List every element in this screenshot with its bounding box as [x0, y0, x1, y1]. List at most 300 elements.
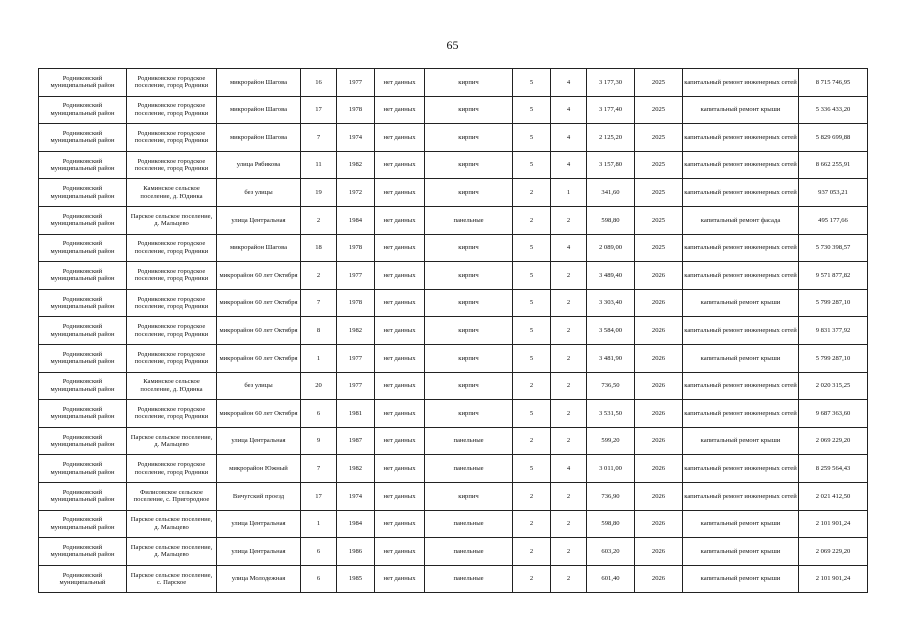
settlement-cell-text: Родниковское городское поселение, город Родники [134, 240, 209, 255]
settlement-cell [127, 455, 217, 483]
wall-material-cell-text: кирпич [458, 409, 479, 417]
house-number-cell-text: 7 [316, 299, 321, 307]
floors-cell [513, 538, 551, 566]
settlement-cell-text: Родниковское городское поселение, город Родники [134, 350, 209, 366]
year-cell [635, 538, 683, 566]
year-cell-text: 2026 [651, 520, 666, 528]
district-cell-text: Родниковский муниципальный район [50, 102, 115, 117]
work-type-cell [683, 69, 799, 97]
work-type-cell [683, 234, 799, 262]
settlement-cell [127, 262, 217, 290]
cost-cell [799, 206, 868, 234]
house-number-cell-text: 2 [316, 216, 321, 224]
street-cell [217, 455, 301, 483]
street-cell-text: микрорайон Шагова [229, 106, 288, 114]
build-year-cell-text: 1982 [348, 161, 363, 169]
street-cell-text: улица Центральная [231, 216, 286, 224]
commissioning-cell-text: нет данных [383, 409, 416, 417]
build-year-cell-text: 1981 [348, 409, 363, 417]
wall-material-cell [425, 124, 513, 152]
street-cell-text: микрорайон Южный [229, 464, 288, 472]
street-cell-text: без улицы [244, 382, 273, 390]
wall-material-cell [425, 206, 513, 234]
house-number-cell-text: 18 [315, 244, 322, 252]
wall-material-cell-text: панельные [453, 464, 484, 472]
commissioning-cell-text: нет данных [383, 216, 416, 224]
build-year-cell [337, 400, 375, 428]
district-cell [39, 289, 127, 317]
commissioning-cell-text: нет данных [383, 464, 416, 472]
cost-cell [799, 538, 868, 566]
cost-cell-text: 9 831 377,92 [815, 326, 851, 334]
year-cell-text: 2025 [651, 161, 666, 169]
area-cell-text: 3 584,00 [598, 326, 623, 334]
work-type-cell [683, 124, 799, 152]
year-cell [635, 482, 683, 510]
floors-cell-text: 5 [529, 106, 534, 114]
entrances-cell-text: 4 [566, 133, 571, 141]
table-row [39, 565, 868, 593]
work-type-cell-text: капитальный ремонт инженерных сетей [684, 409, 797, 417]
year-cell [635, 317, 683, 345]
street-cell-text: микрорайон 60 лет Октября [219, 409, 298, 417]
district-cell [39, 234, 127, 262]
year-cell [635, 179, 683, 207]
floors-cell-text: 5 [529, 409, 534, 417]
area-cell-text: 736,50 [601, 382, 620, 390]
table-body [39, 69, 868, 593]
area-cell-text: 2 089,00 [598, 244, 623, 252]
entrances-cell [551, 124, 587, 152]
district-cell [39, 538, 127, 566]
settlement-cell [127, 234, 217, 262]
year-cell [635, 372, 683, 400]
district-cell [39, 400, 127, 428]
cost-cell [799, 69, 868, 97]
floors-cell [513, 151, 551, 179]
work-type-cell-text: капитальный ремонт инженерных сетей [684, 188, 797, 196]
wall-material-cell-text: кирпич [458, 492, 479, 500]
house-number-cell-text: 7 [316, 133, 321, 141]
commissioning-cell [375, 455, 425, 483]
cost-cell-text: 2 021 412,50 [815, 492, 851, 500]
street-cell [217, 206, 301, 234]
settlement-cell-text: Каминское сельское поселение, д. Юдинка [140, 378, 203, 393]
commissioning-cell [375, 234, 425, 262]
street-cell-text: улица Центральная [231, 437, 286, 445]
cost-cell-text: 2 101 901,24 [815, 575, 851, 583]
settlement-cell-text: Родниковское городское поселение, город Родники [134, 102, 209, 117]
house-number-cell [301, 455, 337, 483]
wall-material-cell [425, 69, 513, 97]
settlement-cell [127, 96, 217, 124]
area-cell-text: 3 177,40 [598, 106, 623, 114]
build-year-cell-text: 1987 [348, 437, 363, 445]
cost-cell [799, 289, 868, 317]
commissioning-cell [375, 124, 425, 152]
district-cell-text: Родниковский муниципальный [59, 571, 106, 586]
house-number-cell [301, 565, 337, 593]
house-number-cell [301, 124, 337, 152]
commissioning-cell [375, 179, 425, 207]
house-number-cell [301, 510, 337, 538]
house-number-cell [301, 317, 337, 345]
commissioning-cell-text: нет данных [383, 575, 416, 583]
year-cell [635, 124, 683, 152]
commissioning-cell-text: нет данных [383, 133, 416, 141]
cost-cell [799, 179, 868, 207]
area-cell [587, 151, 635, 179]
area-cell-text: 736,90 [601, 492, 620, 500]
house-number-cell [301, 234, 337, 262]
house-number-cell-text: 1 [316, 520, 321, 528]
build-year-cell [337, 565, 375, 593]
cost-cell [799, 455, 868, 483]
district-cell [39, 124, 127, 152]
entrances-cell [551, 179, 587, 207]
work-type-cell [683, 206, 799, 234]
build-year-cell-text: 1982 [348, 464, 363, 472]
settlement-cell [127, 372, 217, 400]
area-cell-text: 3 531,50 [598, 409, 623, 417]
entrances-cell-text: 4 [566, 78, 571, 86]
district-cell-text: Родниковский муниципальный район [50, 74, 115, 90]
district-cell-text: Родниковский муниципальный район [50, 406, 115, 421]
cost-cell-text: 8 715 746,95 [815, 78, 851, 86]
page-number: 65 [446, 38, 459, 52]
year-cell [635, 289, 683, 317]
floors-cell-text: 2 [529, 437, 534, 445]
house-number-cell-text: 11 [315, 161, 322, 169]
cost-cell [799, 482, 868, 510]
cost-cell [799, 510, 868, 538]
district-cell [39, 427, 127, 455]
area-cell [587, 69, 635, 97]
wall-material-cell [425, 372, 513, 400]
wall-material-cell-text: панельные [453, 216, 484, 224]
street-cell-text: микрорайон Шагова [229, 78, 288, 86]
cost-cell-text: 937 053,21 [818, 188, 848, 196]
street-cell [217, 317, 301, 345]
year-cell-text: 2026 [651, 464, 666, 472]
street-cell-text: улица Центральная [231, 547, 286, 555]
district-cell [39, 206, 127, 234]
build-year-cell [337, 151, 375, 179]
work-type-cell [683, 482, 799, 510]
wall-material-cell-text: кирпич [458, 326, 479, 334]
settlement-cell-text: Парское сельское поселение, с. Парское [130, 571, 213, 586]
street-cell-text: микрорайон Шагова [229, 133, 288, 141]
build-year-cell-text: 1984 [348, 216, 363, 224]
floors-cell [513, 234, 551, 262]
wall-material-cell [425, 289, 513, 317]
settlement-cell [127, 289, 217, 317]
year-cell-text: 2025 [651, 188, 666, 196]
district-cell [39, 317, 127, 345]
build-year-cell [337, 427, 375, 455]
settlement-cell [127, 427, 217, 455]
cost-cell [799, 344, 868, 372]
work-type-cell [683, 179, 799, 207]
wall-material-cell-text: панельные [453, 437, 484, 445]
district-cell-text: Родниковский муниципальный район [50, 378, 115, 393]
work-type-cell [683, 372, 799, 400]
entrances-cell-text: 1 [566, 188, 571, 196]
district-cell [39, 372, 127, 400]
build-year-cell [337, 96, 375, 124]
floors-cell [513, 427, 551, 455]
area-cell [587, 427, 635, 455]
cost-cell-text: 2 020 315,25 [815, 382, 851, 390]
house-number-cell [301, 482, 337, 510]
settlement-cell-text: Парское сельское поселение, д. Мальцево [130, 433, 213, 449]
area-cell-text: 341,60 [601, 188, 620, 196]
house-number-cell [301, 344, 337, 372]
work-type-cell-text: капитальный ремонт инженерных сетей [684, 271, 797, 279]
district-cell-text: Родниковский муниципальный район [50, 350, 115, 366]
area-cell [587, 124, 635, 152]
settlement-cell-text: Родниковское городское поселение, город Родники [134, 268, 209, 283]
district-cell-text: Родниковский муниципальный район [50, 157, 115, 173]
house-number-cell-text: 20 [315, 382, 322, 390]
entrances-cell-text: 2 [566, 520, 571, 528]
district-cell-text: Родниковский муниципальный район [50, 130, 115, 145]
entrances-cell [551, 427, 587, 455]
build-year-cell [337, 206, 375, 234]
floors-cell-text: 5 [529, 326, 534, 334]
area-cell-text: 3 489,40 [598, 271, 623, 279]
work-type-cell [683, 427, 799, 455]
area-cell-text: 3 481,90 [598, 354, 623, 362]
cost-cell [799, 565, 868, 593]
house-number-cell-text: 6 [316, 575, 321, 583]
table-row [39, 206, 868, 234]
floors-cell-text: 2 [529, 216, 534, 224]
settlement-cell [127, 510, 217, 538]
entrances-cell [551, 510, 587, 538]
street-cell [217, 96, 301, 124]
area-cell-text: 2 125,20 [598, 133, 623, 141]
build-year-cell-text: 1977 [348, 271, 363, 279]
commissioning-cell-text: нет данных [383, 161, 416, 169]
year-cell-text: 2025 [651, 133, 666, 141]
wall-material-cell-text: панельные [453, 520, 484, 528]
area-cell [587, 262, 635, 290]
entrances-cell-text: 2 [566, 382, 571, 390]
district-cell [39, 179, 127, 207]
floors-cell [513, 179, 551, 207]
work-type-cell [683, 344, 799, 372]
house-number-cell-text: 16 [315, 78, 322, 86]
table-row [39, 317, 868, 345]
commissioning-cell [375, 427, 425, 455]
work-type-cell-text: капитальный ремонт инженерных сетей [684, 492, 797, 500]
street-cell [217, 289, 301, 317]
work-type-cell-text: капитальный ремонт инженерных сетей [684, 326, 797, 334]
entrances-cell-text: 2 [566, 437, 571, 445]
cost-cell-text: 9 687 363,60 [815, 409, 851, 417]
wall-material-cell-text: кирпич [458, 106, 479, 114]
build-year-cell-text: 1977 [348, 354, 363, 362]
district-cell-text: Родниковский муниципальный район [50, 185, 115, 200]
build-year-cell [337, 344, 375, 372]
build-year-cell-text: 1977 [348, 382, 363, 390]
area-cell [587, 206, 635, 234]
build-year-cell [337, 482, 375, 510]
entrances-cell [551, 344, 587, 372]
cost-cell [799, 427, 868, 455]
district-cell-text: Родниковский муниципальный район [50, 212, 115, 228]
house-number-cell-text: 8 [316, 326, 321, 334]
floors-cell [513, 96, 551, 124]
street-cell [217, 179, 301, 207]
commissioning-cell-text: нет данных [383, 244, 416, 252]
entrances-cell-text: 4 [566, 244, 571, 252]
commissioning-cell [375, 372, 425, 400]
wall-material-cell [425, 510, 513, 538]
area-cell [587, 400, 635, 428]
house-number-cell-text: 9 [316, 437, 321, 445]
entrances-cell [551, 455, 587, 483]
area-cell-text: 599,20 [601, 437, 620, 445]
wall-material-cell-text: кирпич [458, 382, 479, 390]
entrances-cell [551, 96, 587, 124]
floors-cell [513, 289, 551, 317]
cost-cell [799, 400, 868, 428]
commissioning-cell [375, 289, 425, 317]
settlement-cell-text: Родниковское городское поселение, город Родники [134, 406, 209, 421]
cost-cell [799, 234, 868, 262]
table-row [39, 124, 868, 152]
area-cell [587, 96, 635, 124]
entrances-cell [551, 151, 587, 179]
street-cell-text: улица Молодежная [231, 575, 286, 583]
year-cell-text: 2025 [651, 78, 666, 86]
cost-cell [799, 151, 868, 179]
build-year-cell-text: 1985 [348, 575, 363, 583]
floors-cell [513, 317, 551, 345]
year-cell [635, 69, 683, 97]
area-cell [587, 317, 635, 345]
commissioning-cell [375, 344, 425, 372]
wall-material-cell [425, 96, 513, 124]
street-cell-text: микрорайон 60 лет Октября [219, 271, 298, 279]
table-row [39, 151, 868, 179]
floors-cell-text: 2 [529, 492, 534, 500]
settlement-cell [127, 400, 217, 428]
cost-cell-text: 5 799 287,10 [815, 299, 851, 307]
street-cell [217, 234, 301, 262]
wall-material-cell [425, 234, 513, 262]
floors-cell-text: 5 [529, 354, 534, 362]
work-type-cell-text: капитальный ремонт крыши [700, 106, 781, 114]
house-number-cell [301, 96, 337, 124]
wall-material-cell-text: панельные [453, 575, 484, 583]
commissioning-cell [375, 317, 425, 345]
build-year-cell [337, 317, 375, 345]
entrances-cell-text: 2 [566, 354, 571, 362]
work-type-cell-text: капитальный ремонт инженерных сетей [684, 244, 797, 252]
entrances-cell-text: 4 [566, 464, 571, 472]
entrances-cell-text: 2 [566, 216, 571, 224]
settlement-cell [127, 344, 217, 372]
commissioning-cell-text: нет данных [383, 492, 416, 500]
year-cell [635, 565, 683, 593]
work-type-cell-text: капитальный ремонт крыши [700, 520, 781, 528]
table-row [39, 96, 868, 124]
cost-cell-text: 2 101 901,24 [815, 520, 851, 528]
year-cell-text: 2026 [651, 299, 666, 307]
entrances-cell-text: 4 [566, 106, 571, 114]
cost-cell-text: 5 799 287,10 [815, 354, 851, 362]
floors-cell [513, 69, 551, 97]
settlement-cell [127, 151, 217, 179]
settlement-cell [127, 317, 217, 345]
house-number-cell-text: 6 [316, 547, 321, 555]
commissioning-cell-text: нет данных [383, 78, 416, 86]
work-type-cell [683, 538, 799, 566]
area-cell-text: 3 303,40 [598, 299, 623, 307]
floors-cell-text: 5 [529, 161, 534, 169]
build-year-cell [337, 289, 375, 317]
entrances-cell-text: 4 [566, 161, 571, 169]
settlement-cell-text: Родниковское городское поселение, город Родники [134, 157, 209, 173]
floors-cell [513, 206, 551, 234]
table-row [39, 344, 868, 372]
build-year-cell-text: 1978 [348, 299, 363, 307]
commissioning-cell-text: нет данных [383, 547, 416, 555]
floors-cell-text: 2 [529, 575, 534, 583]
house-number-cell-text: 17 [315, 106, 322, 114]
house-number-cell-text: 19 [315, 188, 322, 196]
commissioning-cell [375, 538, 425, 566]
area-cell [587, 482, 635, 510]
wall-material-cell [425, 344, 513, 372]
wall-material-cell [425, 151, 513, 179]
district-cell-text: Родниковский муниципальный район [50, 240, 115, 255]
year-cell-text: 2026 [651, 409, 666, 417]
house-number-cell [301, 400, 337, 428]
wall-material-cell [425, 482, 513, 510]
district-cell [39, 69, 127, 97]
commissioning-cell [375, 400, 425, 428]
entrances-cell-text: 2 [566, 299, 571, 307]
wall-material-cell [425, 455, 513, 483]
entrances-cell [551, 400, 587, 428]
build-year-cell-text: 1977 [348, 78, 363, 86]
commissioning-cell-text: нет данных [383, 437, 416, 445]
build-year-cell-text: 1978 [348, 106, 363, 114]
document-page [38, 68, 868, 593]
cost-cell-text: 8 259 564,43 [815, 464, 851, 472]
entrances-cell [551, 289, 587, 317]
table-row [39, 482, 868, 510]
street-cell [217, 124, 301, 152]
work-type-cell [683, 565, 799, 593]
commissioning-cell-text: нет данных [383, 106, 416, 114]
year-cell-text: 2026 [651, 326, 666, 334]
street-cell-text: Вичугский проезд [232, 492, 285, 500]
commissioning-cell-text: нет данных [383, 271, 416, 279]
street-cell [217, 510, 301, 538]
entrances-cell [551, 234, 587, 262]
settlement-cell-text: Родниковское городское поселение, город Родники [134, 74, 209, 90]
build-year-cell-text: 1972 [348, 188, 363, 196]
district-cell [39, 482, 127, 510]
floors-cell-text: 2 [529, 382, 534, 390]
district-cell-text: Родниковский муниципальный район [50, 516, 115, 531]
year-cell [635, 151, 683, 179]
